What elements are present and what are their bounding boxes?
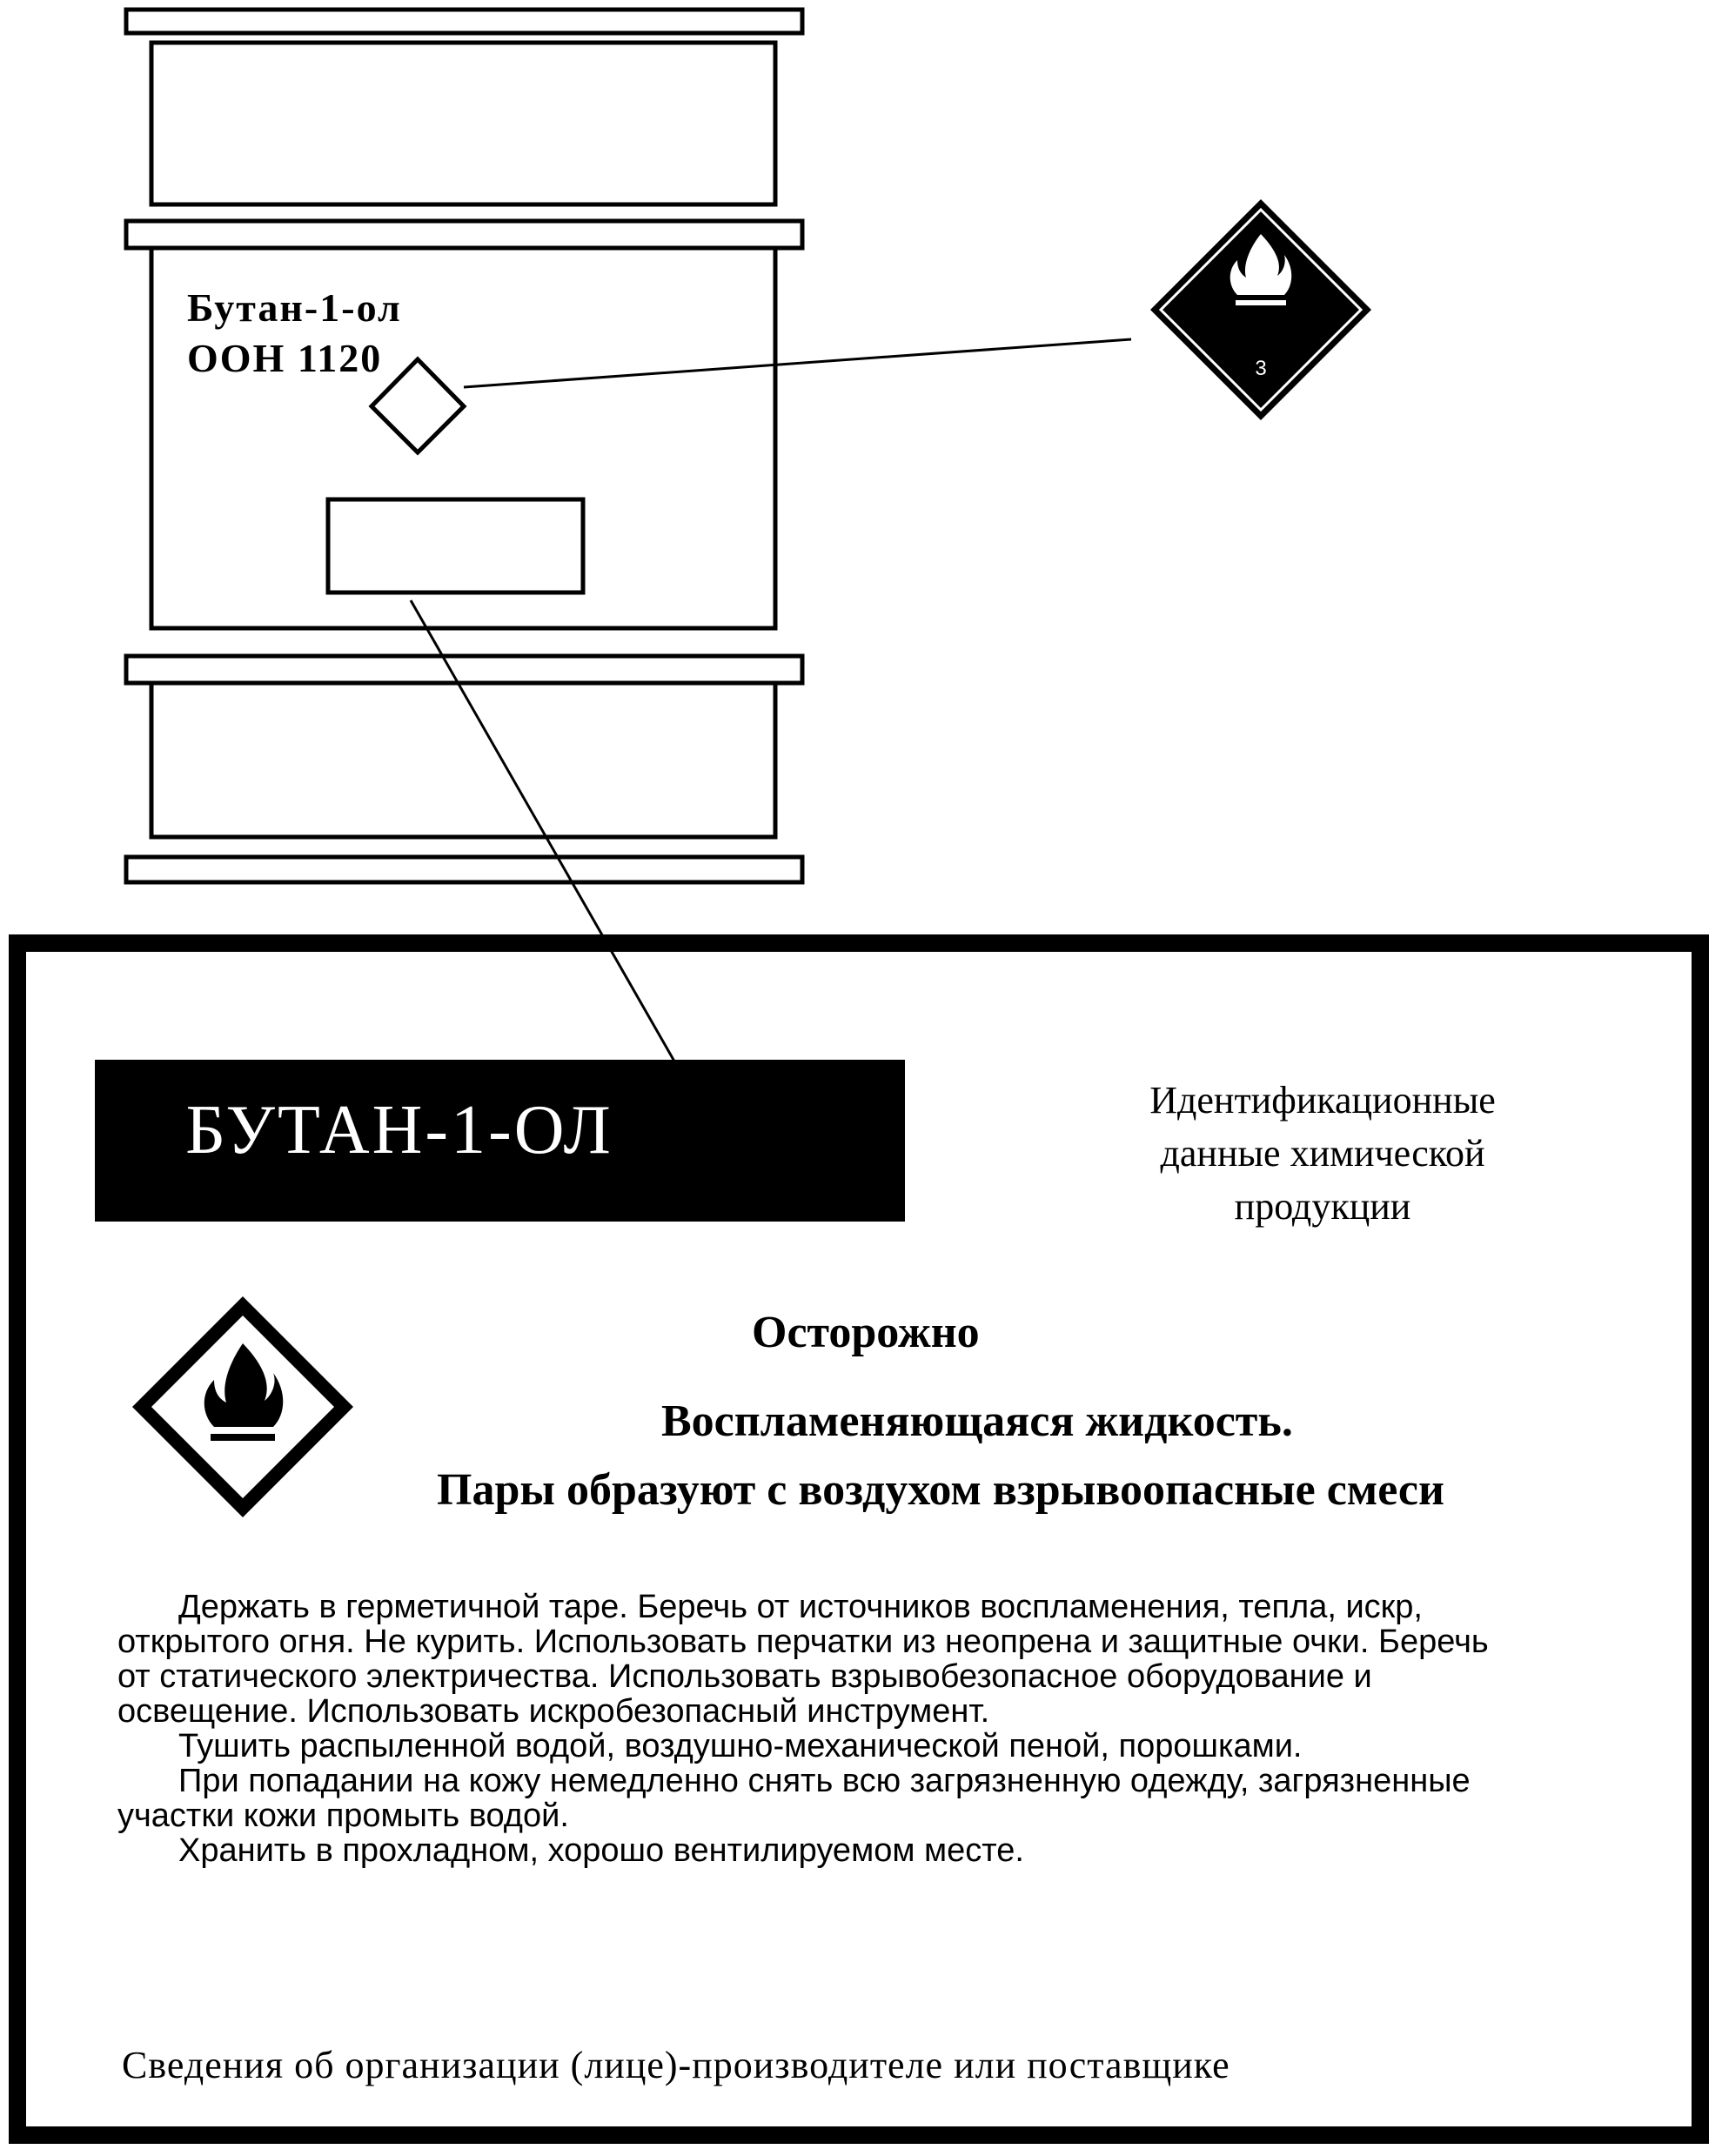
drum-section-upper xyxy=(151,43,775,204)
identification-line: данные химической xyxy=(1160,1132,1485,1175)
product-name-banner xyxy=(95,1060,905,1222)
precaution-paragraph: Тушить распыленной водой, воздушно-механической пеной, порошками. xyxy=(178,1728,1303,1764)
drum-chemical-name: Бутан-1-ол xyxy=(187,285,402,330)
transport-placard xyxy=(1147,196,1375,424)
precaution-paragraph: При попадании на кожу немедленно снять всю загрязненную одежду, загрязненные участки кожи промыть водой. xyxy=(117,1763,1471,1834)
precautionary-statements xyxy=(117,1590,1492,1868)
identification-line: продукции xyxy=(1234,1185,1411,1228)
precaution-paragraph: Хранить в прохладном, хорошо вентилируемом месте. xyxy=(178,1832,1024,1869)
supplier-info: Сведения об организации (лице)-производителе или поставщике xyxy=(122,2044,1230,2086)
precaution-paragraph: Держать в герметичной таре. Беречь от источников воспламенения, тепла, искр, открытого огня. Не курить. Использовать перчатки из неопрена и защитные очки. Беречь от статического электричества. Использовать взрывобезопасное оборудование и освещение. Использовать искробезопасный инструмент. xyxy=(117,1589,1489,1730)
hazard-statement: Пары образуют с воздухом взрывоопасные смеси xyxy=(437,1465,1444,1515)
placard-class-number: 3 xyxy=(1255,357,1267,380)
placard-diamond xyxy=(1147,196,1375,424)
drum-section-lower xyxy=(151,683,775,837)
drum-rim-upper xyxy=(126,221,802,248)
drum-label-rect xyxy=(328,499,583,593)
ghs-pictogram xyxy=(129,1293,357,1521)
signal-word: Осторожно xyxy=(752,1308,980,1357)
drum-un-number: ООН 1120 xyxy=(187,336,383,380)
product-name: БУТАН-1-ОЛ xyxy=(185,1092,613,1168)
drum-rim-lower xyxy=(126,656,802,683)
hazard-statement: Воспламеняющаяся жидкость. xyxy=(661,1396,1293,1446)
drum-rim-bottom xyxy=(126,857,802,882)
identification-line: Идентификационные xyxy=(1149,1079,1496,1122)
drum-rim-top xyxy=(126,10,802,33)
identification-block xyxy=(1088,1074,1558,1233)
